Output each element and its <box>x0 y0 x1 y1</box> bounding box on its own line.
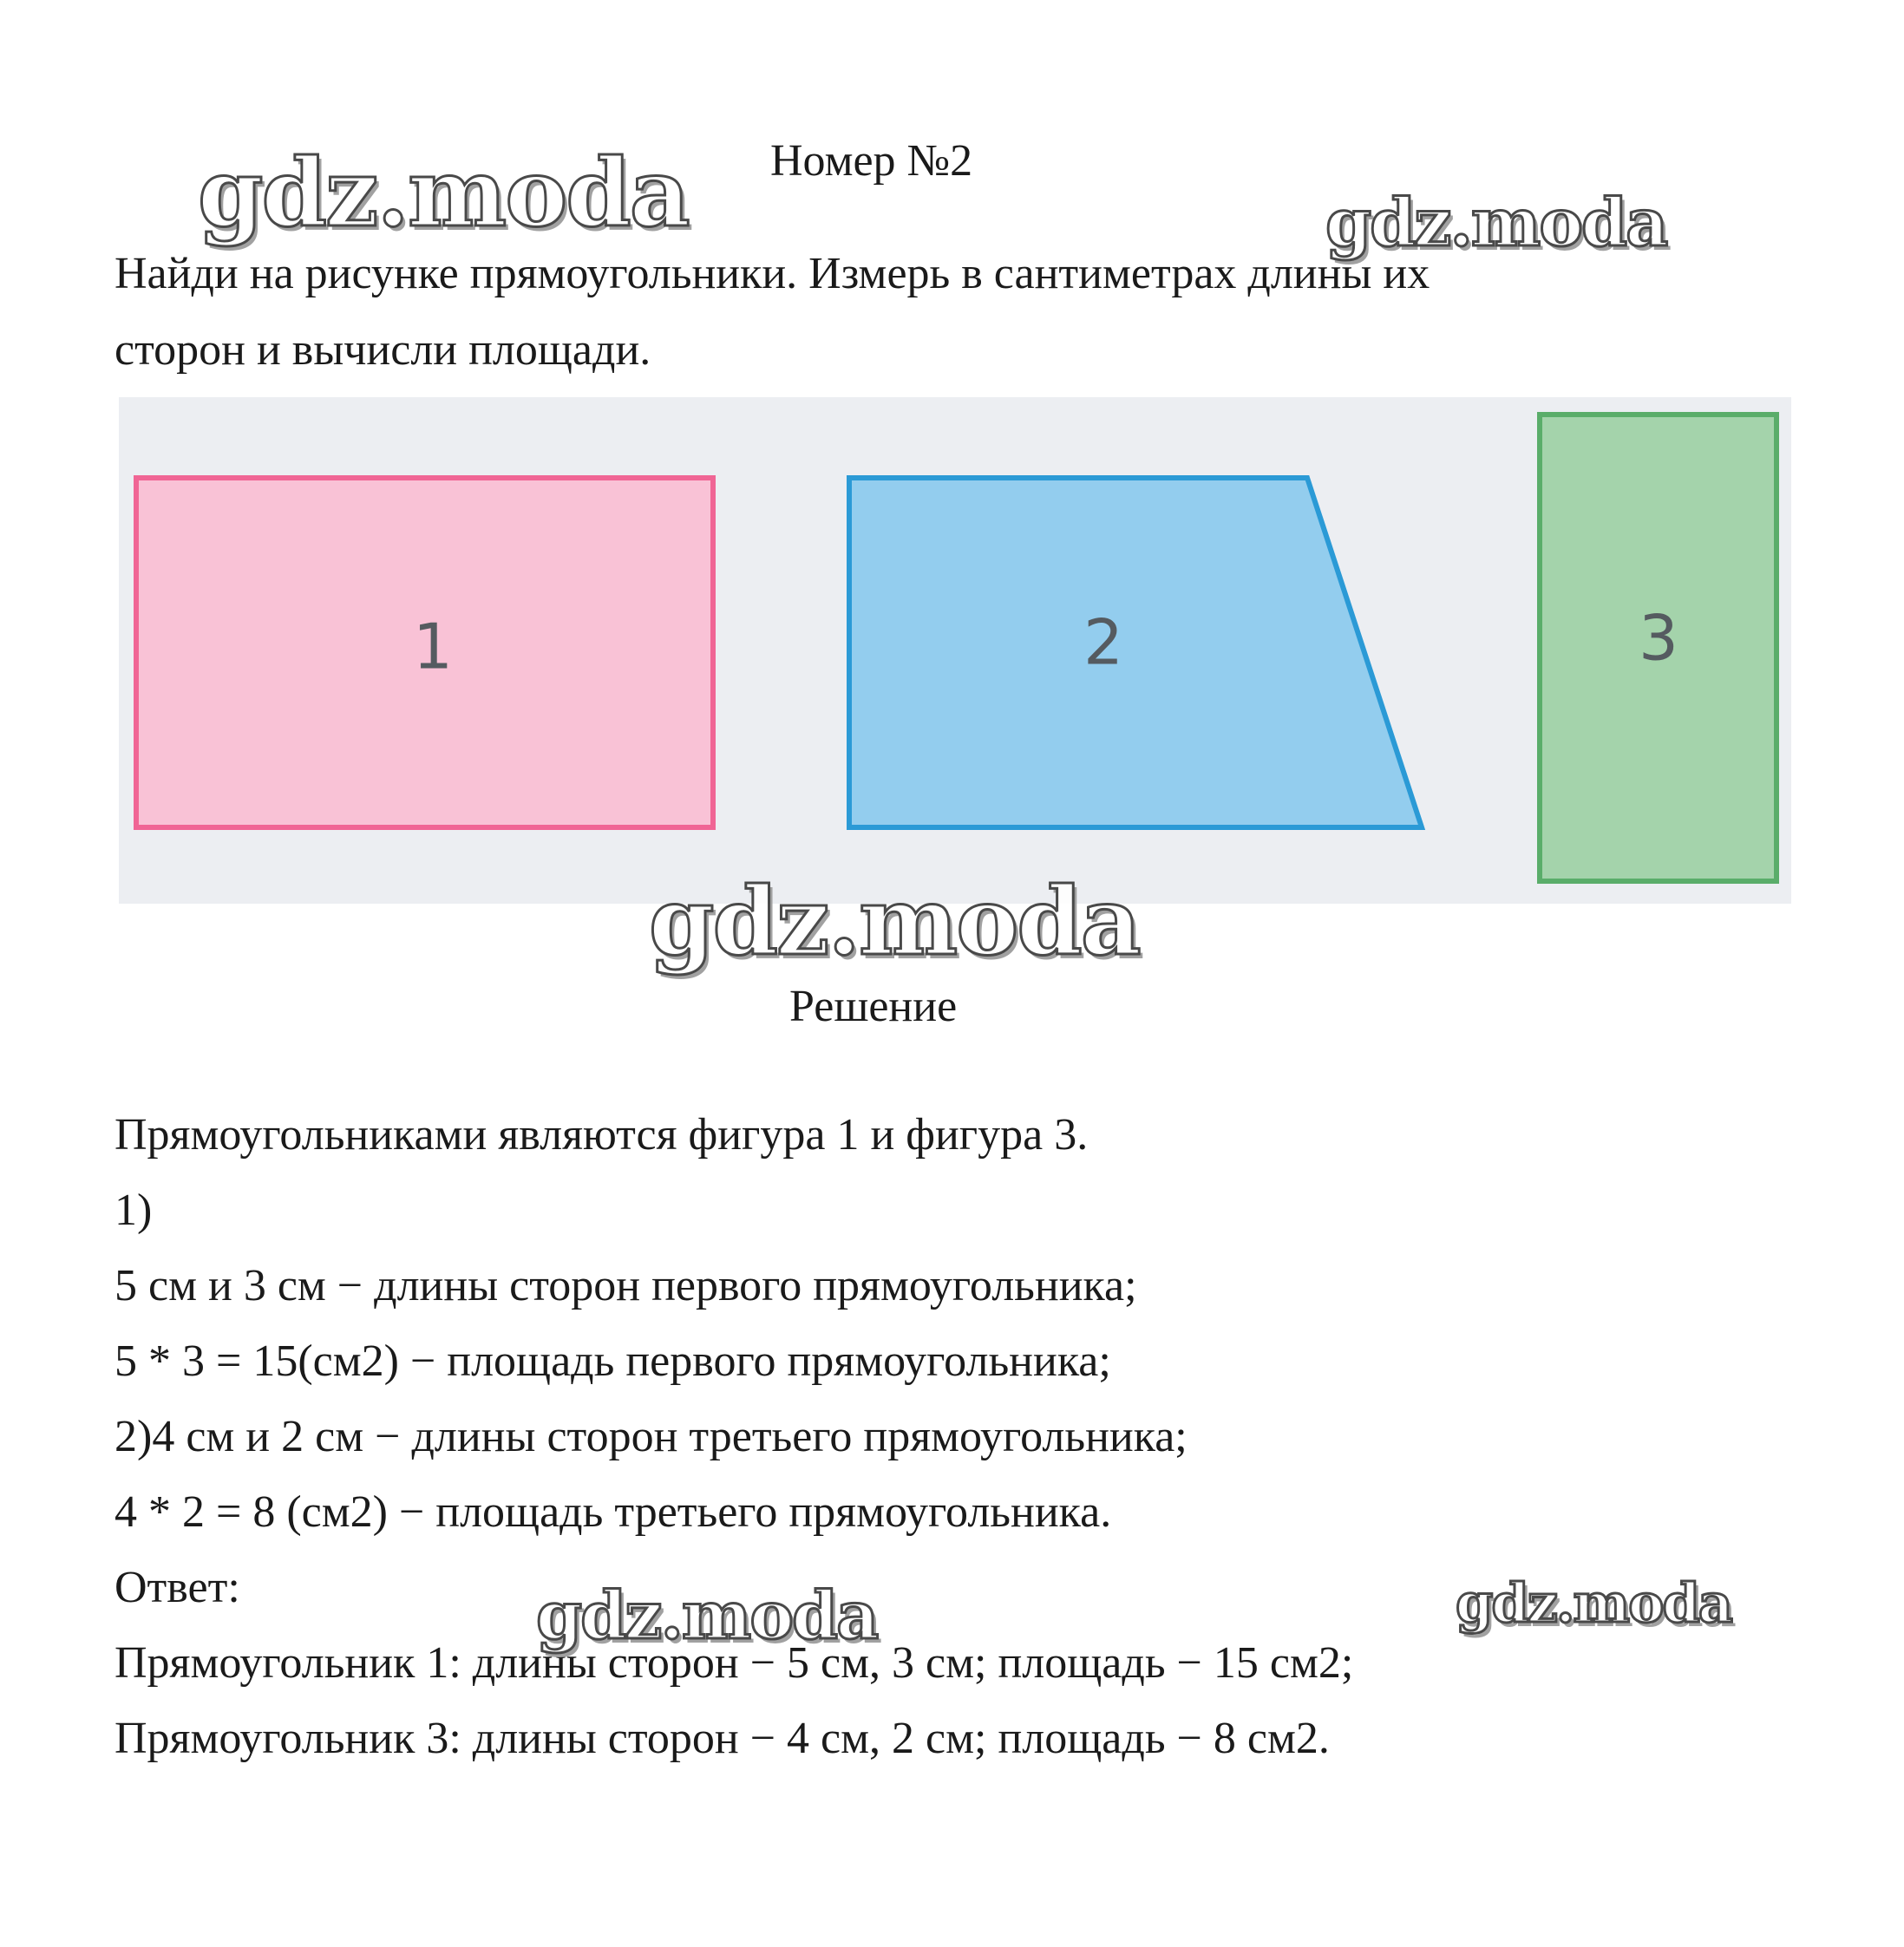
solution-line: 4 * 2 = 8 (см2) − площадь третьего прямоугольника. <box>115 1487 1112 1537</box>
task-text-line-2: сторон и вычисли площади. <box>115 325 651 375</box>
page-title: Номер №2 <box>770 136 973 186</box>
watermark: gdz.moda <box>1456 1571 1731 1635</box>
figure-2-trapezoid <box>849 478 1422 827</box>
solution-line: 1) <box>115 1186 153 1235</box>
watermark: gdz.moda <box>649 867 1140 977</box>
figure-3-label: 3 <box>1639 601 1678 675</box>
watermark: gdz.moda <box>536 1577 878 1654</box>
answer-line: Прямоугольник 1: длины сторон − 5 см, 3 см; площадь − 15 см2; <box>115 1638 1354 1688</box>
task-text-line-1: Найди на рисунке прямоугольники. Измерь в сантиметрах длины их <box>115 249 1430 298</box>
solution-line: 5 см и 3 см − длины сторон первого прямоугольника; <box>115 1261 1137 1310</box>
figure-1-label: 1 <box>413 610 453 683</box>
watermark: gdz.moda <box>1325 184 1667 261</box>
answer-label: Ответ: <box>115 1563 240 1612</box>
solution-line: Прямоугольниками являются фигура 1 и фигура 3. <box>115 1110 1089 1160</box>
watermark: gdz.moda <box>198 139 689 248</box>
solution-line: 5 * 3 = 15(см2) − площадь первого прямоугольника; <box>115 1336 1111 1386</box>
solution-title: Решение <box>789 982 958 1031</box>
solution-line: 2)4 см и 2 см − длины сторон третьего прямоугольника; <box>115 1412 1188 1461</box>
figure-panel <box>119 397 1791 904</box>
figures-image <box>119 397 1791 904</box>
figure-2-label: 2 <box>1083 605 1123 679</box>
answer-line: Прямоугольник 3: длины сторон − 4 см, 2 см; площадь − 8 см2. <box>115 1714 1330 1763</box>
